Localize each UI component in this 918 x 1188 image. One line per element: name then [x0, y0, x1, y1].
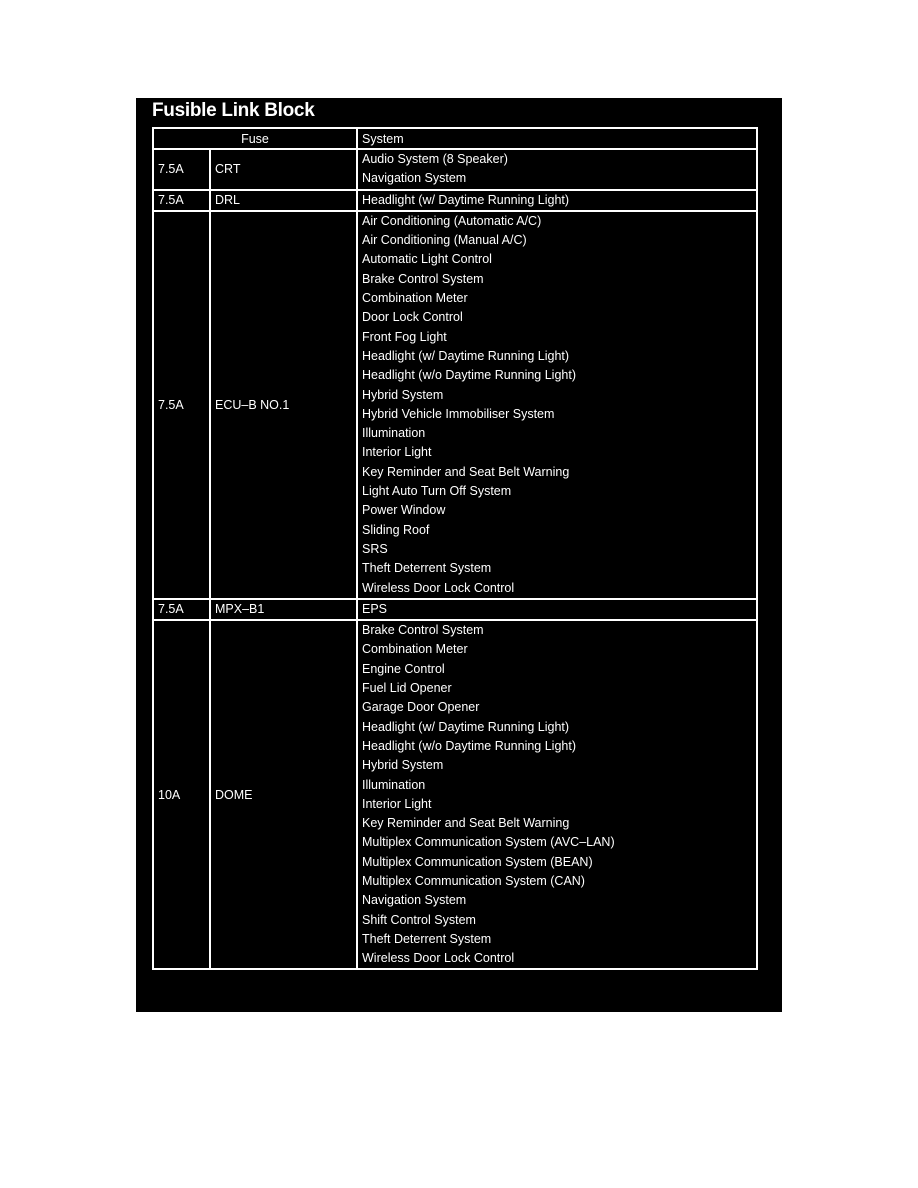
- system-item: Headlight (w/o Daytime Running Light): [362, 738, 576, 753]
- system-item: Headlight (w/ Daytime Running Light): [362, 348, 570, 363]
- system-item: Multiplex Communication System (BEAN): [362, 854, 593, 869]
- fuse-amperage: 10A: [153, 620, 210, 969]
- system-item: Illumination: [362, 426, 426, 441]
- table-row: [153, 620, 757, 969]
- system-list-cell: [357, 190, 757, 211]
- fuse-amperage: 7.5A: [153, 599, 210, 620]
- table-row: [153, 190, 757, 211]
- system-list-cell: [357, 149, 757, 190]
- system-item: Interior Light: [362, 445, 432, 460]
- fuse-table-body: [153, 149, 757, 969]
- system-item: Theft Deterrent System: [362, 931, 492, 946]
- system-item: Power Window: [362, 503, 446, 518]
- system-list-cell: [357, 599, 757, 620]
- system-item: Multiplex Communication System (AVC–LAN): [362, 835, 615, 850]
- system-item: Automatic Light Control: [362, 252, 492, 267]
- system-item: Garage Door Opener: [362, 700, 480, 715]
- system-item: EPS: [362, 601, 388, 616]
- page-title: Fusible Link Block: [152, 100, 315, 121]
- table-row: [153, 599, 757, 620]
- system-item: Theft Deterrent System: [362, 561, 492, 576]
- system-list: [362, 191, 752, 210]
- system-item: Headlight (w/ Daytime Running Light): [362, 192, 570, 207]
- system-item: Illumination: [362, 777, 426, 792]
- system-item: Audio System (8 Speaker): [362, 152, 508, 166]
- fuse-name: ECU–B NO.1: [210, 211, 357, 599]
- system-item: Brake Control System: [362, 623, 484, 638]
- fuse-table: [152, 127, 758, 970]
- system-item: Fuel Lid Opener: [362, 681, 452, 696]
- system-list-cell: [357, 620, 757, 969]
- system-item: Headlight (w/ Daytime Running Light): [362, 719, 570, 734]
- fuse-amperage: 7.5A: [153, 149, 210, 190]
- system-item: Navigation System: [362, 893, 467, 908]
- system-item: Brake Control System: [362, 271, 484, 286]
- system-list: [362, 150, 752, 189]
- system-item: Combination Meter: [362, 291, 468, 306]
- system-item: Headlight (w/o Daytime Running Light): [362, 368, 576, 383]
- fuse-amperage: 7.5A: [153, 211, 210, 599]
- system-item: Door Lock Control: [362, 310, 463, 325]
- system-item: Sliding Roof: [362, 522, 430, 537]
- system-column-header: System: [357, 128, 757, 149]
- fusible-link-panel: [136, 98, 782, 1012]
- system-item: Hybrid System: [362, 758, 444, 773]
- system-item: Navigation System: [362, 171, 467, 186]
- system-item: Hybrid System: [362, 387, 444, 402]
- fuse-name: DOME: [210, 620, 357, 969]
- system-item: Front Fog Light: [362, 329, 447, 344]
- system-item: Wireless Door Lock Control: [362, 951, 515, 966]
- table-header-row: [153, 128, 757, 149]
- system-item: Combination Meter: [362, 642, 468, 657]
- system-list-cell: [357, 211, 757, 599]
- fuse-column-header: Fuse: [153, 128, 357, 149]
- system-item: Hybrid Vehicle Immobiliser System: [362, 406, 555, 421]
- fuse-name: DRL: [210, 190, 357, 211]
- system-item: Key Reminder and Seat Belt Warning: [362, 464, 570, 479]
- system-item: Engine Control: [362, 661, 445, 676]
- fuse-amperage: 7.5A: [153, 190, 210, 211]
- system-item: SRS: [362, 541, 388, 556]
- system-list: [362, 212, 752, 598]
- system-item: Key Reminder and Seat Belt Warning: [362, 816, 570, 831]
- system-item: Wireless Door Lock Control: [362, 580, 515, 595]
- system-item: Interior Light: [362, 796, 432, 811]
- system-item: Air Conditioning (Automatic A/C): [362, 213, 542, 228]
- fuse-name: CRT: [210, 149, 357, 190]
- system-list: [362, 600, 752, 619]
- system-item: Light Auto Turn Off System: [362, 484, 512, 499]
- system-item: Air Conditioning (Manual A/C): [362, 233, 527, 248]
- table-row: [153, 149, 757, 190]
- fuse-name: MPX–B1: [210, 599, 357, 620]
- system-item: Multiplex Communication System (CAN): [362, 873, 585, 888]
- system-list: [362, 621, 752, 968]
- table-row: [153, 211, 757, 599]
- system-item: Shift Control System: [362, 912, 476, 927]
